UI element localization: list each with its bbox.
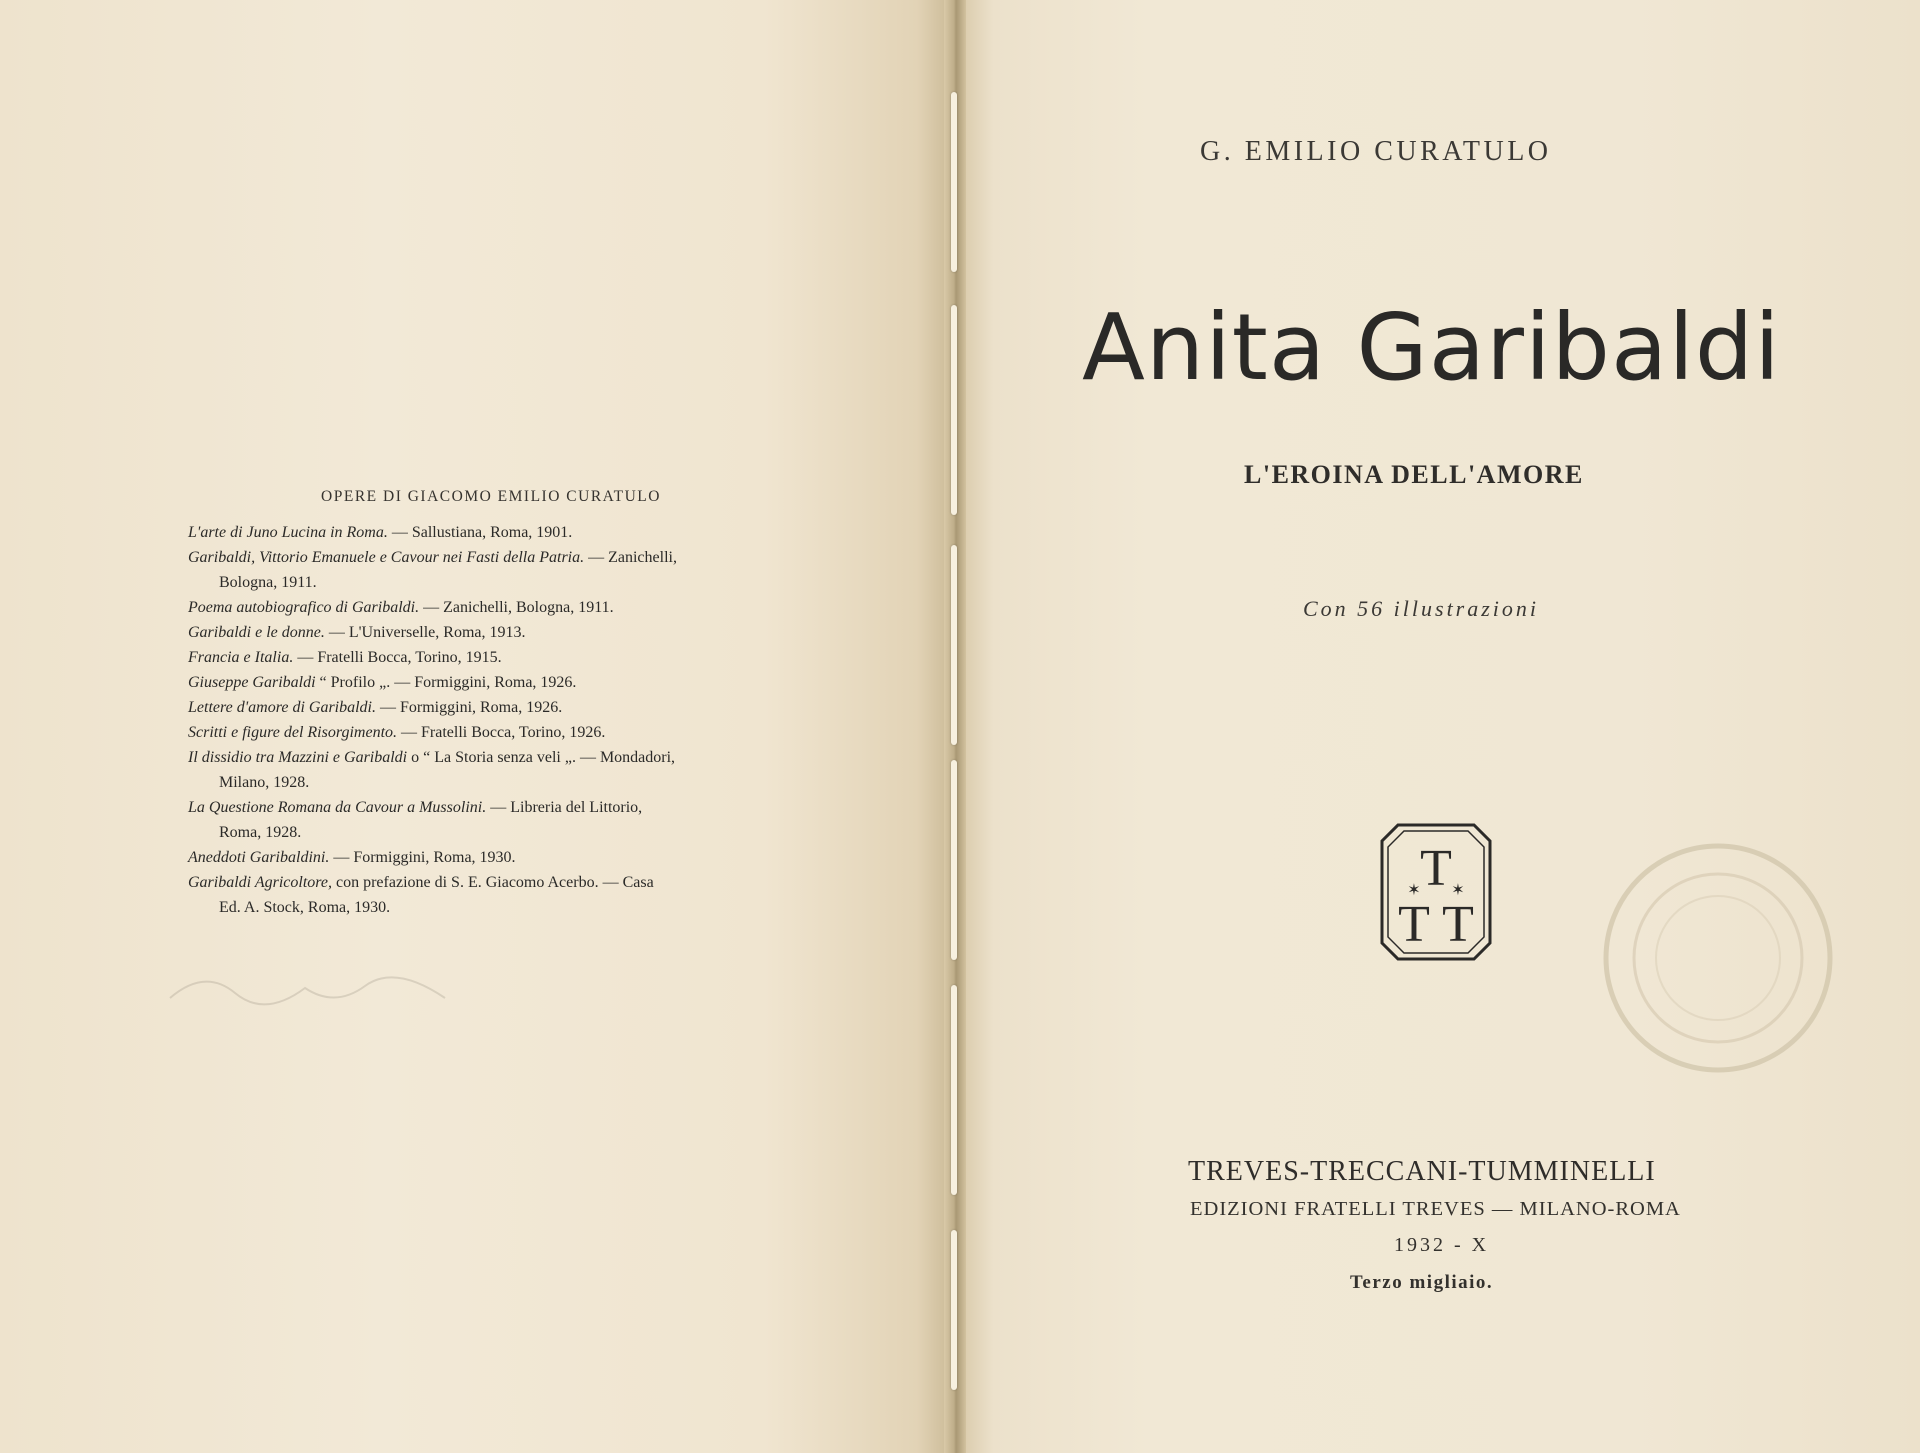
work-title: Garibaldi Agricoltore, (188, 874, 332, 891)
work-details: — Formiggini, Roma, 1926. (380, 699, 563, 716)
bibliography-item (188, 795, 794, 845)
bibliography-item (188, 520, 794, 545)
work-title: Il dissidio tra Mazzini e Garibaldi (188, 749, 408, 766)
work-title: Garibaldi, Vittorio Emanuele e Cavour nei Fasti della Patria. (188, 549, 585, 566)
book-title: Anita Garibaldi (1082, 294, 1781, 401)
bibliography-heading: OPERE DI GIACOMO EMILIO CURATULO (321, 488, 661, 505)
work-details-continued: Milano, 1928. (219, 774, 310, 791)
binding-stitch (951, 985, 957, 1195)
work-title: Poema autobiografico di Garibaldi. (188, 599, 420, 616)
bibliography-item (188, 645, 794, 670)
work-details: — Fratelli Bocca, Torino, 1915. (297, 649, 502, 666)
svg-text:✶: ✶ (1407, 882, 1421, 899)
author-name: G. EMILIO CURATULO (1200, 136, 1552, 167)
work-title: Garibaldi e le donne. (188, 624, 325, 641)
work-title: Scritti e figure del Risorgimento. (188, 724, 398, 741)
publisher-name: TREVES-TRECCANI-TUMMINELLI (1188, 1156, 1656, 1187)
binding-stitch (951, 305, 957, 515)
bibliography-item (188, 845, 794, 870)
work-details: — Libreria del Littorio, (490, 799, 643, 816)
svg-text:T: T (1398, 896, 1430, 953)
bibliography-item (188, 695, 794, 720)
work-details: — Sallustiana, Roma, 1901. (391, 524, 573, 541)
bibliography-item (188, 670, 794, 695)
work-details-continued: Ed. A. Stock, Roma, 1930. (219, 899, 391, 916)
embossed-stamp (1598, 838, 1838, 1078)
works-list (188, 520, 794, 920)
pencil-mark (165, 958, 495, 1018)
bibliography (188, 484, 794, 920)
work-title: Aneddoti Garibaldini. (188, 849, 330, 866)
work-title: Lettere d'amore di Garibaldi. (188, 699, 376, 716)
svg-text:T: T (1442, 896, 1474, 953)
binding-stitch (951, 545, 957, 745)
work-details: — L'Universelle, Roma, 1913. (328, 624, 526, 641)
bibliography-item (188, 745, 794, 795)
work-title: Giuseppe Garibaldi (188, 674, 316, 691)
bibliography-item (188, 595, 794, 620)
binding-stitch (951, 92, 957, 272)
binding-stitch (951, 1230, 957, 1390)
work-details: — Formiggini, Roma, 1930. (333, 849, 516, 866)
work-details: — Zanichelli, (588, 549, 677, 566)
bibliography-item (188, 870, 794, 920)
left-page (0, 0, 955, 1453)
bibliography-item (188, 545, 794, 595)
illustrations-note: Con 56 illustrazioni (1303, 596, 1540, 621)
work-details: — Fratelli Bocca, Torino, 1926. (401, 724, 606, 741)
binding-stitch (951, 760, 957, 960)
work-title: Francia e Italia. (188, 649, 294, 666)
work-details: con prefazione di S. E. Giacomo Acerbo. — Casa (336, 874, 654, 891)
work-details-continued: Bologna, 1911. (219, 574, 317, 591)
bibliography-item (188, 620, 794, 645)
svg-text:✶: ✶ (1451, 882, 1465, 899)
ttt-publisher-mark-icon (1380, 823, 1492, 961)
work-details-continued: Roma, 1928. (219, 824, 302, 841)
work-details: “ Profilo „. — Formiggini, Roma, 1926. (319, 674, 577, 691)
publication-year: 1932 - X (1394, 1234, 1490, 1256)
work-title: L'arte di Juno Lucina in Roma. (188, 524, 388, 541)
book-subtitle: L'EROINA DELL'AMORE (1244, 460, 1584, 489)
bibliography-item (188, 720, 794, 745)
work-title: La Questione Romana da Cavour a Mussolini. (188, 799, 487, 816)
printing-note: Terzo migliaio. (1350, 1272, 1494, 1293)
edition-line: EDIZIONI FRATELLI TREVES — MILANO-ROMA (1190, 1198, 1681, 1220)
work-details: o “ La Storia senza veli „. — Mondadori, (411, 749, 676, 766)
svg-text:T: T (1420, 840, 1452, 897)
work-details: — Zanichelli, Bologna, 1911. (423, 599, 614, 616)
